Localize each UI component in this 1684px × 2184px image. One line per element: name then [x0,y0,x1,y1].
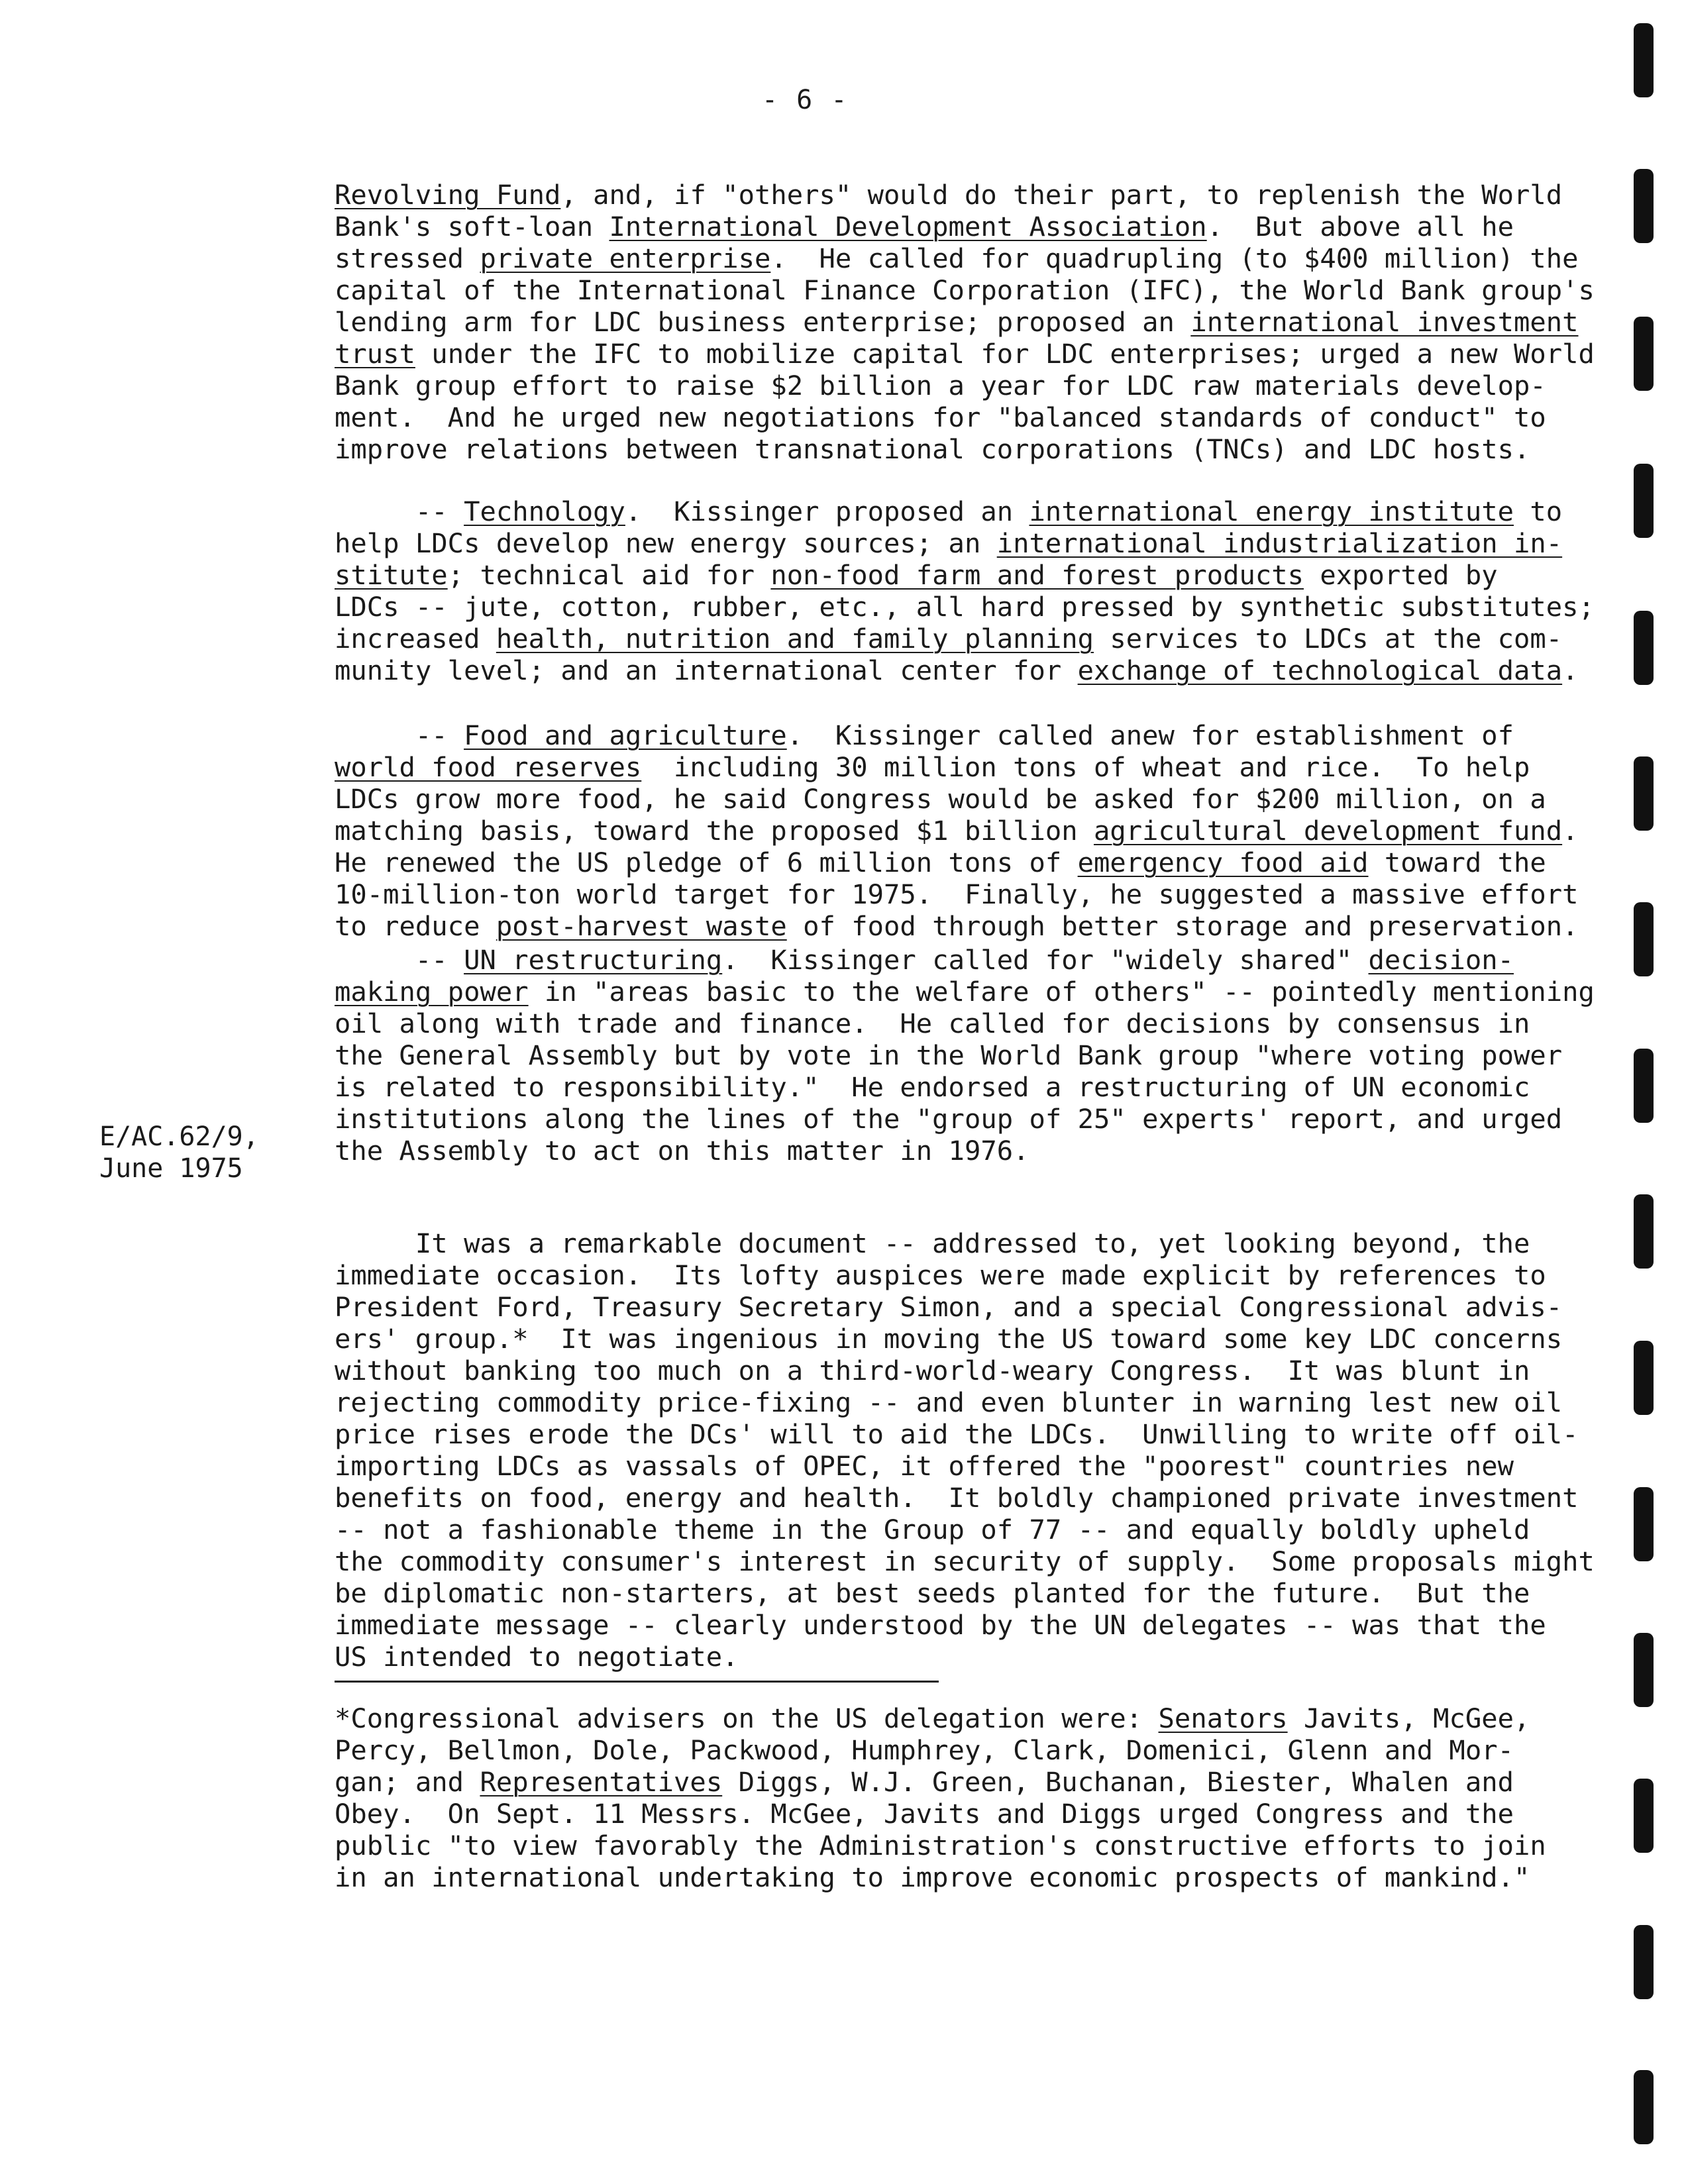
paragraph-investment [335,179,1595,465]
text-run: immediate message -- clearly understood by the UN delegates -- was that the [335,1609,1546,1641]
text-line [335,1766,1590,1798]
text-run: *Congressional advisers on the US delegation were: [335,1702,1159,1734]
text-run: Bank group effort to raise $2 billion a year for LDC raw materials develop- [335,370,1546,401]
text-run: including 30 million tons of wheat and rice. To help [641,751,1530,783]
page-number: - 6 - [762,85,849,115]
underlined-phrase: world food reserves [335,751,642,783]
text-run: under the IFC to mobilize capital for LDC enterprises; urged a new World [415,338,1595,370]
margin-reference [99,1121,259,1184]
underlined-phrase: Representatives [480,1766,723,1798]
text-line [335,1798,1590,1830]
binding-mark [1634,756,1654,831]
text-run: oil along with trade and finance. He called for decisions by consensus in [335,1008,1530,1039]
binding-mark [1634,2070,1654,2144]
binding-mark [1634,1487,1654,1561]
text-line [335,751,1590,783]
text-run: improve relations between transnational corporations (TNCs) and LDC hosts. [335,433,1530,465]
text-run: He renewed the US pledge of 6 million tons of [335,847,1078,878]
text-run: exported by [1304,559,1498,591]
text-line [335,1355,1590,1386]
text-run: . Kissinger called anew for establishment of [786,719,1514,751]
underlined-phrase: making power [335,976,529,1008]
text-run: stressed [335,242,480,274]
text-line [335,1609,1590,1641]
text-run: lending arm for LDC business enterprise; proposed an [335,306,1191,338]
text-run: of food through better storage and preservation. [786,910,1579,942]
binding-mark [1634,1779,1654,1853]
paragraph-technology [335,495,1595,686]
paragraph-un-restructuring [335,944,1595,1167]
text-line [335,910,1590,942]
text-run: immediate occasion. Its lofty auspices were made explicit by references to [335,1259,1546,1291]
text-run: in an international undertaking to improve economic prospects of mankind." [335,1861,1530,1893]
underlined-phrase: trust [335,338,415,370]
text-line [335,1323,1590,1355]
text-run: increased [335,623,496,654]
text-line [335,976,1595,1008]
text-run: . Kissinger proposed an [625,495,1029,527]
text-run: -- [335,495,464,527]
text-run: be diplomatic non-starters, at best seeds planted for the future. But the [335,1577,1530,1609]
text-run: US intended to negotiate. [335,1641,739,1673]
footnote [335,1702,1590,1893]
underlined-phrase: emergency food aid [1077,847,1369,878]
text-line [335,1450,1590,1482]
text-run: 10-million-ton world target for 1975. Finally, he suggested a massive effort [335,878,1579,910]
underlined-phrase: decision- [1368,944,1514,976]
paragraph-assessment [335,1227,1595,1673]
binding-mark [1634,464,1654,538]
text-run: capital of the International Finance Corporation (IFC), the World Bank group's [335,274,1595,306]
text-line [335,274,1595,306]
underlined-phrase: agricultural development fund [1094,815,1563,847]
underlined-phrase: UN restructuring [464,944,723,976]
text-run: . [1562,654,1579,686]
text-run: is related to responsibility." He endorsed a restructuring of UN economic [335,1071,1530,1103]
text-line [335,433,1590,465]
text-run: to reduce [335,910,496,942]
text-line [335,559,1590,591]
text-line [335,306,1590,338]
text-line [335,338,1595,370]
text-line [335,1386,1590,1418]
text-run: President Ford, Treasury Secretary Simon, and a special Congressional advis- [335,1291,1563,1323]
text-line [335,1227,1590,1259]
text-run: institutions along the lines of the "group of 25" experts' report, and urged [335,1103,1563,1135]
text-line [335,878,1590,910]
text-line [335,783,1590,815]
text-run: benefits on food, energy and health. It boldly championed private investment [335,1482,1579,1514]
text-run: LDCs grow more food, he said Congress would be asked for $200 million, on a [335,783,1546,815]
text-line [335,1641,1590,1673]
text-line [335,1861,1590,1893]
binding-marks [1634,0,1660,2184]
binding-mark [1634,1049,1654,1123]
underlined-phrase: Technology [464,495,625,527]
text-run: in "areas basic to the welfare of others" -- pointedly mentioning [528,976,1595,1008]
text-run: ment. And he urged new negotiations for "balanced standards of conduct" to [335,401,1546,433]
binding-mark [1634,611,1654,685]
text-run: Obey. On Sept. 11 Messrs. McGee, Javits and Diggs urged Congress and the [335,1798,1514,1830]
text-run: munity level; and an international center for [335,654,1078,686]
underlined-phrase: private enterprise [480,242,771,274]
text-run: Percy, Bellmon, Dole, Packwood, Humphrey, Clark, Domenici, Glenn and Mor- [335,1734,1514,1766]
text-line [335,1514,1590,1545]
margin-reference-line-2: June 1975 [99,1153,243,1184]
underlined-phrase: non-food farm and forest products [770,559,1304,591]
text-run: . But above all he [1206,211,1514,242]
text-line [335,1702,1590,1734]
footnote-rule [335,1681,939,1683]
text-run: the General Assembly but by vote in the World Bank group "where voting power [335,1039,1563,1071]
underlined-phrase: Food and agriculture [464,719,787,751]
text-run: services to LDCs at the com- [1094,623,1563,654]
text-line [335,1008,1590,1039]
text-run: gan; and [335,1766,480,1798]
text-line [335,1259,1590,1291]
text-run: -- [335,719,464,751]
text-line [335,495,1590,527]
text-run: , and, if "others" would do their part, to replenish the World [560,179,1563,211]
binding-mark [1634,23,1654,97]
text-line [335,1482,1590,1514]
underlined-phrase: International Development Association [609,211,1207,242]
text-run: -- not a fashionable theme in the Group of 77 -- and equally boldly upheld [335,1514,1530,1545]
text-run: ers' group.* It was ingenious in moving the US toward some key LDC concerns [335,1323,1563,1355]
text-run: without banking too much on a third-world-weary Congress. It was blunt in [335,1355,1530,1386]
text-run: -- [335,944,464,976]
binding-mark [1634,1633,1654,1707]
underlined-phrase: international energy institute [1029,495,1514,527]
text-line [335,401,1590,433]
text-line [335,370,1590,401]
text-line [335,1418,1590,1450]
text-run: the commodity consumer's interest in security of supply. Some proposals might [335,1545,1595,1577]
text-run: toward the [1368,847,1546,878]
text-run: price rises erode the DCs' will to aid the LDCs. Unwilling to write off oil- [335,1418,1579,1450]
paragraph-food-agriculture [335,719,1590,942]
text-line [335,211,1590,242]
underlined-phrase: stitute [335,559,448,591]
underlined-phrase: exchange of technological data [1077,654,1563,686]
text-line [335,591,1595,623]
text-line [335,1103,1590,1135]
text-run: . He called for quadrupling (to $400 million) the [770,242,1579,274]
binding-mark [1634,902,1654,976]
binding-mark [1634,1925,1654,1999]
text-run: to [1514,495,1563,527]
text-line [335,654,1590,686]
text-run: help LDCs develop new energy sources; an [335,527,997,559]
binding-mark [1634,317,1654,391]
text-line [335,179,1590,211]
text-run: importing LDCs as vassals of OPEC, it offered the "poorest" countries new [335,1450,1514,1482]
text-run: It was a remarkable document -- addressed to, yet looking beyond, the [335,1227,1530,1259]
text-run: LDCs -- jute, cotton, rubber, etc., all hard pressed by synthetic substitutes; [335,591,1595,623]
text-line [335,527,1590,559]
text-line [335,623,1590,654]
binding-mark [1634,1194,1654,1269]
text-line [335,242,1590,274]
text-run: rejecting commodity price-fixing -- and even blunter in warning lest new oil [335,1386,1563,1418]
text-line [335,944,1590,976]
text-line [335,719,1590,751]
text-line [335,1830,1590,1861]
text-line [335,1071,1590,1103]
underlined-phrase: Senators [1158,1702,1288,1734]
text-line [335,1039,1590,1071]
text-line [335,815,1590,847]
binding-mark [1634,1341,1654,1415]
text-line [335,1545,1595,1577]
text-run: Diggs, W.J. Green, Buchanan, Biester, Whalen and [722,1766,1514,1798]
text-line [335,1734,1590,1766]
underlined-phrase: post-harvest waste [496,910,787,942]
text-line [335,1135,1590,1167]
text-run: Bank's soft-loan [335,211,609,242]
text-line [335,847,1590,878]
text-run: matching basis, toward the proposed $1 billion [335,815,1094,847]
underlined-phrase: international industrialization in- [996,527,1563,559]
text-run: ; technical aid for [447,559,771,591]
text-run: . Kissinger called for "widely shared" [722,944,1369,976]
binding-mark [1634,169,1654,243]
text-line [335,1291,1590,1323]
underlined-phrase: health, nutrition and family planning [496,623,1094,654]
text-run: public "to view favorably the Administration's constructive efforts to join [335,1830,1546,1861]
text-line [335,1577,1590,1609]
underlined-phrase: international investment [1190,306,1579,338]
text-run: . [1562,815,1579,847]
text-run: the Assembly to act on this matter in 1976. [335,1135,1029,1167]
text-run: Javits, McGee, [1287,1702,1530,1734]
underlined-phrase: Revolving Fund [335,179,561,211]
margin-reference-line-1: E/AC.62/9, [99,1121,259,1152]
